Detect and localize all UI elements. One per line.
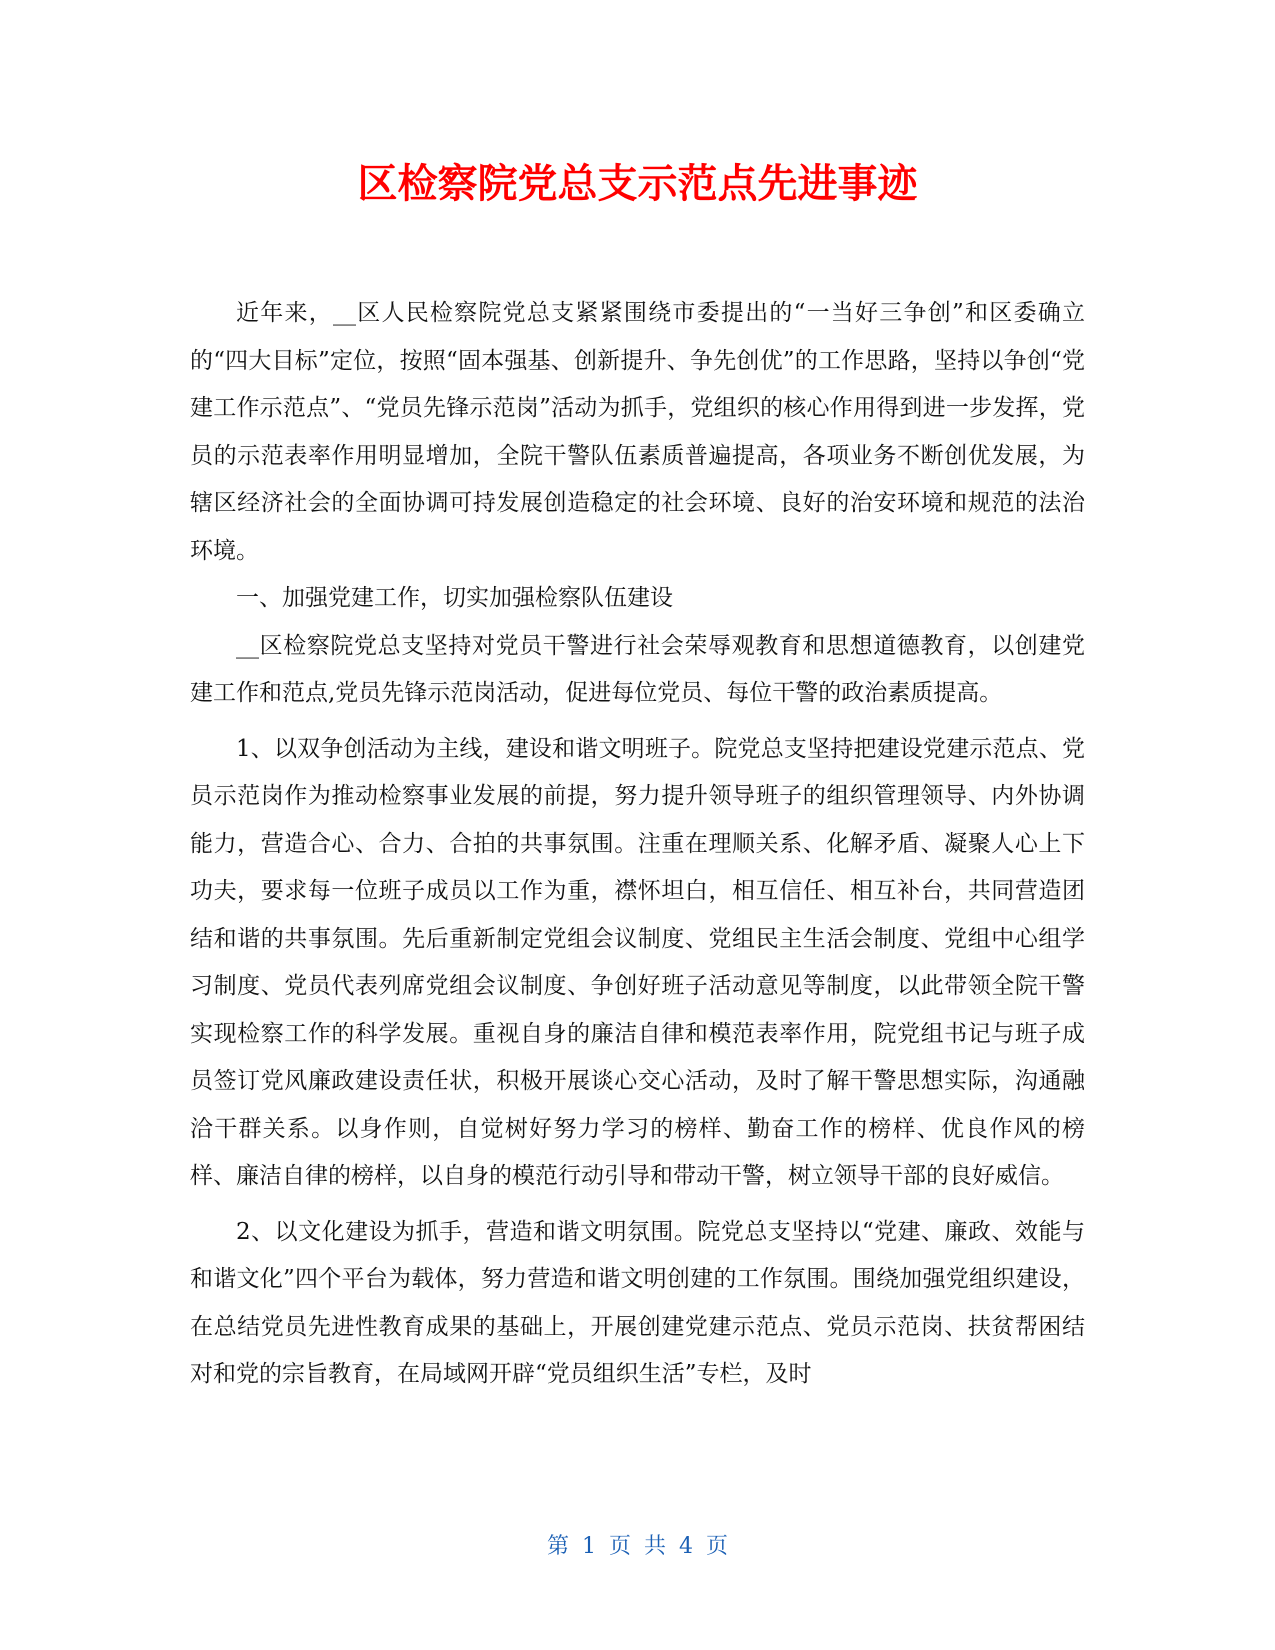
paragraph-section-1-intro: __区检察院党总支坚持对党员干警进行社会荣辱观教育和思想道德教育，以创建党建工作和范点,党员先锋示范岗活动，促进每位党员、每位干警的政治素质提高。 bbox=[190, 632, 1085, 706]
paragraph-item-2: 2、以文化建设为抓手，营造和谐文明氛围。院党总支坚持以“党建、廉政、效能与和谐文化”四个平台为载体，努力营造和谐文明创建的工作氛围。围绕加强党组织建设，在总结党员先进性教育成果的基础上，开展创建党建示范点、党员示范岗、扶贫帮困结对和党的宗旨教育，在局域网开辟“党员组织生活”专栏，及时 bbox=[190, 1218, 1085, 1387]
page-number-footer: 第 1 页 共 4 页 bbox=[547, 1534, 728, 1559]
paragraph-item-1: 1、以双争创活动为主线，建设和谐文明班子。院党总支坚持把建设党建示范点、党员示范岗作为推动检察事业发展的前提，努力提升领导班子的组织管理领导、内外协调能力，营造合心、合力、合拍的共事氛围。注重在理顺关系、化解矛盾、凝聚人心上下功夫，要求每一位班子成员以工作为重，襟怀坦白，相互信任、相互补台，共同营造团结和谐的共事氛围。先后重新制定党组会议制度、党组民主生活会制度、党组中心组学习制度、党员代表列席党组会议制度、争创好班子活动意见等制度，以此带领全院干警实现检察工作的科学发展。重视自身的廉洁自律和模范表率作用，院党组书记与班子成员签订党风廉政建设责任状，积极开展谈心交心活动，及时了解干警思想实际，沟通融洽干群关系。以身作则，自觉树好努力学习的榜样、勤奋工作的榜样、优良作风的榜样、廉洁自律的榜样，以自身的模范行动引导和带动干警，树立领导干部的良好威信。 bbox=[190, 735, 1085, 1189]
section-heading-1: 一、加强党建工作，切实加强检察队伍建设 bbox=[236, 585, 673, 611]
paragraph-intro: 近年来，__区人民检察院党总支紧紧围绕市委提出的“一当好三争创”和区委确立的“四大目标”定位，按照“固本强基、创新提升、争先创优”的工作思路，坚持以争创“党建工作示范点”、“党员先锋示范岗”活动为抓手，党组织的核心作用得到进一步发挥，党员的示范表率作用明显增加，全院干警队伍素质普遍提高，各项业务不断创优发展，为辖区经济社会的全面协调可持发展创造稳定的社会环境、良好的治安环境和规范的法治环境。 bbox=[190, 300, 1085, 564]
document-title: 区检察院党总支示范点先进事迹 bbox=[357, 161, 918, 207]
document-body bbox=[190, 290, 1085, 1399]
